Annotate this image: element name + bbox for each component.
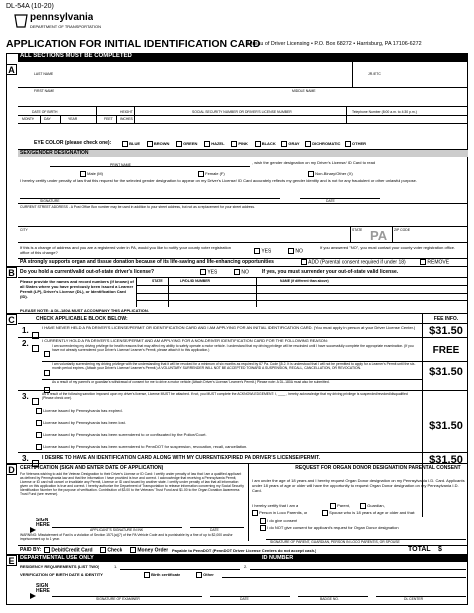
relationship-loco[interactable]: Person in Loco Parentis, or [252,510,307,516]
paid-by-label: PAID BY: [20,547,42,553]
misstatement-warning: WARNING: Misstatement of Fact is a violation of Section 1571(a)(7) of the PA Vehicle Code and is punishable by a fine of up to $2,000 and/or imprisonment up to 1 year. [20,533,233,541]
voter-yes[interactable]: YES [254,248,271,254]
city-field[interactable] [20,232,320,240]
organ-donor-add[interactable]: ADD (Parental consent required if under 18) [301,259,406,265]
day-label: DAY [44,117,51,121]
first-name-label: FIRST NAME [34,89,55,93]
item-2b-fee: $31.50 [429,366,463,378]
gender-signature-field[interactable] [20,190,280,198]
pay-check[interactable]: Check [100,547,122,553]
section-b-marker: B [6,267,17,278]
item-2b-text: I am voluntarily surrendering my driving privilege with the understanding that it will be revoked for a minimum of six months as required by 67 Pa. Code §5.2. It is understood that I will not be permitted to apply for a Learner's Permit until the six-month period expires. (Attach your Driver's License/ Learner's Permit.) A VOLUNTARY SURRENDER WILL NOT BE ACCEPTED TOWARD A SUSPENSION, RECALL, CANCELLATION, OR REVOCATION. [52,362,416,370]
item-4-fee: $31.50 [429,454,463,466]
id-number-label: ID NUMBER [262,555,294,561]
prior-states-table[interactable] [138,286,466,306]
section-e-marker: E [6,555,17,566]
gender-date-label: DATE [326,199,335,203]
height-label: HEIGHT [120,110,133,114]
out-of-state-yes[interactable]: YES [200,269,217,275]
check-block-header: CHECK APPLICABLE BLOCK BELOW: [36,316,128,322]
gender-wish-text: , wish the gender designation on my Driver's License/ ID Card to read [252,160,376,165]
item-3-text: As a result of the following sanction imposed upon my driver's license, License MUST be attached. If not, you MUST complete the ACKNOWLEDGEMENT: I, ____ , hereby acknowledge that my driving privilege is suspended/revoked/disqualified (Please check one). [42,392,408,400]
certification-text: For Veterans wishing to add the Veteran Designation to their Driver's License or ID Card: I certify under penalty of law that I am a qualified applicant as defined by Pennsylvania law and that the information I have provided is true and correct. I acknowledge that receiving a Pennsylvania Permit, License or ID card will cancel or invalidate any Permit, License or ID card issued by another state. I certify under penalty of law that all information given on this application is true and correct. I hereby authorize the Department of Transportation to release information concerning my Social Security Identification Number for the purpose of verification. Contribution of $3.00 to the Veterans' Trust Fund and $1.00 to the Organ Donation Awareness Trust Fund (see reverse). [20,472,244,496]
total-dollar: $ [438,546,442,553]
parent-signature-label: SIGNATURE OF PARENT, GUARDIAN, PERSON IN LOCO PARENTIS, OR SPOUSE [270,540,400,544]
examiner-date-label: DATE [240,597,249,601]
telephone-label: Telephone Number (8:00 a.m. to 4:30 p.m.) [352,110,417,114]
examiner-signature-field[interactable] [52,586,202,596]
item-2a-fee: FREE [432,345,460,356]
dl-center-label: DL CENTER [404,597,424,601]
dob-label: DATE OF BIRTH [32,110,58,114]
residency-one-label: 1. [114,564,118,569]
name-diff-col-header: NAME (if different than above) [280,279,329,283]
residency-one-field[interactable] [120,563,240,569]
city-label: CITY [20,228,28,232]
eye-option-gray[interactable]: GRAY [281,141,299,146]
verification-other-field[interactable] [222,571,466,577]
verification-birth-cert[interactable]: Birth certificate [144,572,180,578]
section-c-marker: C [6,314,17,325]
item-1-fee: $31.50 [429,325,463,337]
eye-option-green[interactable]: GREEN [176,141,197,146]
applicant-date-label: DATE [210,528,219,532]
print-name-label: PRINT NAME [110,163,131,167]
item-1-number: 1. [22,326,29,335]
eye-option-pink[interactable]: PINK [231,141,248,146]
state-label: STATE [352,228,363,232]
verification-other[interactable]: Other [196,572,214,578]
zip-label: ZIP CODE [394,228,410,232]
certification-header: CERTIFICATION (SIGN AND ENTER DATE OF APPLICATION) [20,465,164,471]
state-pa-value: PA [370,228,388,243]
bureau-address: Bureau of Driver Licensing • P.O. Box 68272 • Harrisburg, PA 17106-6272 [246,41,422,47]
eye-option-hazel[interactable]: HAZEL [204,141,224,146]
applicant-signature-field[interactable] [52,519,182,527]
relationship-guardian[interactable]: Guardian, [360,503,385,509]
item-3-number: 3. [22,392,29,401]
payable-note: Payable to PennDOT (PennDOT Driver License Centers do not accept cash.) [172,548,317,553]
give-consent[interactable]: I do give consent [260,518,297,524]
verification-label: VERIFICATION OF BIRTH DATE & IDENTITY [20,572,103,577]
section-d-marker: D [6,464,17,475]
eye-option-other[interactable]: OTHER [345,141,366,146]
street-address-field[interactable] [20,210,466,224]
state-col-header: STATE [152,279,163,283]
dl180a-note: PLEASE NOTE: A DL-180A MUST ACCOMPANY THIS APPLICATION. [20,308,149,313]
surrender-note: If yes, you must surrender your out-of-state valid license. [262,269,399,275]
item-3a[interactable]: License issued by Pennsylvania has expired. [36,408,123,414]
middle-name-field[interactable] [280,93,465,103]
eye-option-brown[interactable]: BROWN [147,141,170,146]
prior-states-note: Please provide the names and record numbers (if known) of all States where you have previously been issued a Learner Permit (LP), Driver's License (DL), or Identification Card (ID). [20,279,134,299]
first-name-field[interactable] [20,93,270,103]
last-name-field[interactable] [20,62,350,76]
voter-no[interactable]: NO [288,248,303,254]
inches-label: INCHES [120,117,133,121]
year-label: YEAR [68,117,78,121]
residency-label: RESIDENCY REQUIREMENTS (LIST TWO) [20,564,100,569]
not-give-consent[interactable]: I do NOT give consent for applicant's request for Organ Donor designation [260,525,466,533]
examiner-signature-label: SIGNATURE OF EXAMINER [96,597,140,601]
form-title: APPLICATION FOR INITIAL IDENTIFICATION CARD [6,38,261,50]
gender-nonbinary[interactable]: Non-Binary/Other (X) [308,171,353,177]
agency-name: pennsylvania [30,12,94,23]
fee-info-header: FEE INFO. [433,316,459,322]
form-id: DL-54A (10-20) [6,3,54,10]
pay-money-order[interactable]: Money Order [130,547,168,553]
voter-note: If you answered "NO", you must contact your county voter registration office. [320,245,456,250]
item-3b[interactable]: License issued by Pennsylvania has been lost. [36,420,126,426]
gender-certify-text: I hereby certify under penalty of law that this request for the selected gender designation to appear on my Driver's License/ ID Card accurately reflects my gender identity and is not for any fraudulent or other unlawful purpose. [20,178,417,183]
item-3c[interactable]: License issued by Pennsylvania has been surrendered to or confiscated by the Police/Court. [36,432,207,438]
residency-two-label: 2. [244,564,248,569]
eye-color-options [122,140,466,148]
ssn-label: SOCIAL SECURITY NUMBER OR DRIVER'S LICENSE NUMBER [192,110,292,114]
total-label: TOTAL [408,546,431,553]
applicant-signature-label: APPLICANT'S SIGNATURE IN INK [90,528,144,532]
item-1-text: I HAVE NEVER HELD A PA DRIVER'S LICENSE/PERMIT OR IDENTIFICATION CARD AND I AM APPLYING FOR AN INITIAL IDENTIFICATION CARD. (You must apply in person at your Driver License Center.) [42,325,416,330]
item-2a-text: I am surrendering my driving privilege for health reasons that may affect my ability to safely operate a motor vehicle. I understand that my driving privilege will be rescinded until I have successfully complete the appropriate examination. (If you have not already surrendered your Driver's License/ Learner's Permit, please attach it to this application.) [52,344,414,352]
jr-etc-label: JR./ETC [368,72,381,76]
eye-option-black[interactable]: BLACK [255,141,276,146]
print-name-field[interactable] [50,158,250,166]
keystone-logo-icon [14,14,28,28]
last-name-label: LAST NAME [34,72,54,76]
eye-option-blue[interactable]: BLUE [122,141,140,146]
sign-arrow-icon [30,520,36,526]
feet-label: FEET [104,117,113,121]
eye-color-label: EYE COLOR (please check one): [34,140,112,146]
sex-gender-header: SEX/GENDER DESIGNATION [18,150,468,157]
total-field[interactable] [444,546,466,553]
middle-name-label: MIDDLE NAME [292,89,316,93]
voter-question: If this is a change of address and you are a registered voter in PA, would you like to notify your county voter registration office of this change? [20,245,231,255]
eye-option-dichromatic[interactable]: DICHROMATIC [305,141,340,146]
gender-signature-label: SIGNATURE [40,199,60,203]
applicant-sign-here: SIGN HERE [36,518,50,528]
certify-relationship-text: I hereby certify that I am a [252,503,299,508]
gender-female[interactable]: Female (F) [198,171,225,177]
section-a-marker: A [6,64,17,75]
all-sections-header: ALL SECTIONS MUST BE COMPLETED [18,53,468,61]
residency-two-field[interactable] [250,563,466,569]
organ-donor-consent-text: I am under the age of 18 years and I hereby request Organ Donor designation on my Pennsylvania I.D. Card. Applicants under 18 years of age or older will have the opportunity to request Organ Donor designation on my Pennsylvania I.D. Card. [252,478,465,493]
item-2-number: 2. [22,339,29,348]
item-4-text: I DESIRE TO HAVE AN IDENTIFICATION CARD ALONG WITH MY CURRENT/EXPIRED PA DRIVER'S LICENSE/PERMIT. [42,455,320,461]
telephone-field[interactable] [348,116,466,123]
organ-donor-remove[interactable]: REMOVE [420,259,449,265]
out-of-state-no[interactable]: NO [234,269,249,275]
item-2-checkbox[interactable] [32,340,39,358]
departmental-use-header: DEPARTMENTAL USE ONLY [18,555,468,562]
item-3-fee: $31.50 [429,420,463,432]
out-of-state-question: Do you hold a current/valid out-of-state driver's license? [20,269,154,275]
lp-dl-id-col-header: LP/DL/ID NUMBER [180,279,210,283]
agency-dept: DEPARTMENT OF TRANSPORTATION [30,24,102,29]
examiner-sign-here: SIGN HERE [36,583,50,594]
organ-donor-line: PA strongly supports organ and tissue donation because of its life-saving and life-enhancing opportunities [20,259,274,265]
relationship-spouse[interactable]: Spouse who is 18 years of age or older and that: [322,510,415,516]
organ-donor-consent-header: REQUEST FOR ORGAN DONOR DESIGNATION PARENTAL CONSENT [295,465,461,471]
ssn-field[interactable] [136,116,344,123]
address-label: CURRENT STREET ADDRESS - A Post Office Box number may be used in addition to your street address, but not as a replacement for your street address. [20,205,256,209]
item-3d[interactable]: License issued by Pennsylvania has been surrendered to PennDOT for suspension, revocation, recall, cancellation. [36,444,416,450]
item-2c-text: As a result of my parent's or guardian's withdrawal of consent for me to drive a motor vehicle (Attach Driver's License/ Learner's Permit.) Please note: A DL-180A must also be submitted. [52,380,330,384]
gender-male[interactable]: Male (M) [80,171,103,177]
jr-etc-field[interactable] [354,62,466,76]
zip-field[interactable] [394,232,466,240]
relationship-parent[interactable]: Parent, [330,503,350,509]
examiner-sign-arrow-icon [30,586,36,592]
month-label: MONTH [22,117,35,121]
item-4-number: 3. [22,454,29,463]
pay-debit-credit[interactable]: Debit/Credit Card [44,547,93,553]
item-2-text: I CURRENTLY HOLD A PA DRIVER'S LICENSE/PERMIT AND AM APPLYING FOR A NON-DRIVER IDENTIFICATION CARD FOR THE FOLLOWING REASON: [42,338,328,343]
badge-no-label: BADGE NO. [320,597,339,601]
